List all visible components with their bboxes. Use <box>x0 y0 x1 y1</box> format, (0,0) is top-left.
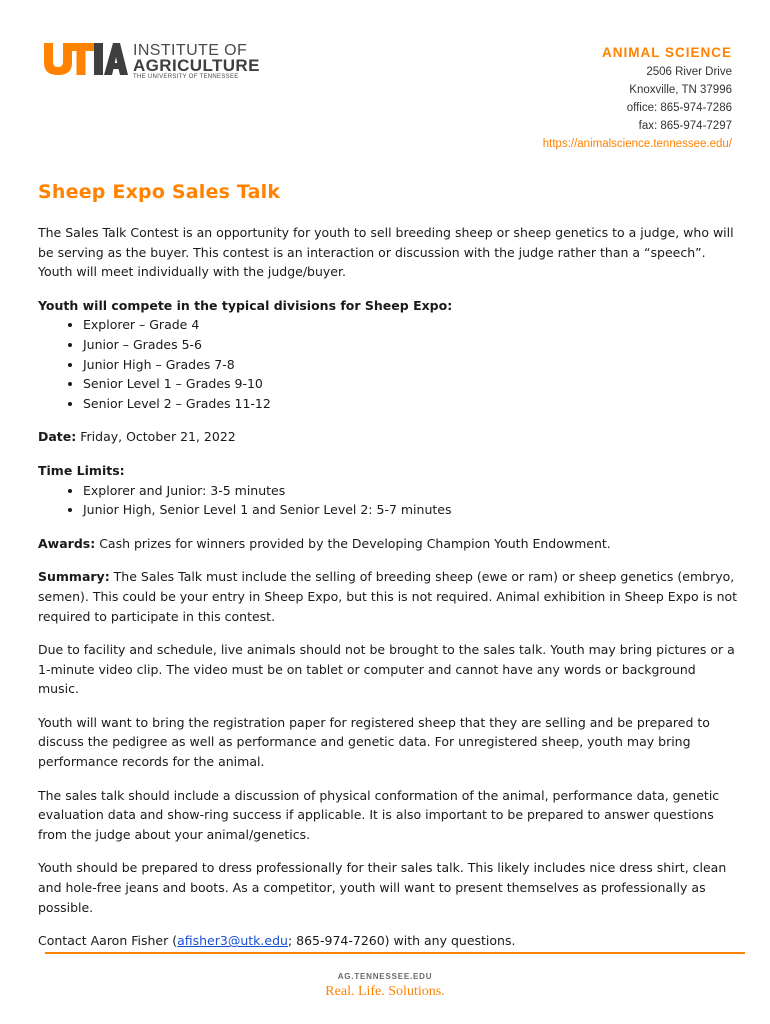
date-label: Date: <box>38 429 77 445</box>
intro-paragraph: The Sales Talk Contest is an opportunity for youth to sell breeding sheep or sheep genetics to a judge, who will be serving as the buyer. This contest is an interaction or discussion with the judge rather than a “speech”. Youth will meet individually with the judge/buyer. <box>38 225 734 280</box>
street-address: 2506 River Drive <box>646 66 732 78</box>
document-body <box>38 223 738 965</box>
logo-agriculture-text: AGRICULTURE <box>133 56 260 75</box>
list-item: • Explorer and Junior: 3-5 minutes <box>83 481 738 501</box>
list-item: • Explorer – Grade 4 <box>83 315 738 335</box>
contact-prefix: Contact Aaron Fisher ( <box>38 933 178 949</box>
footer-divider <box>45 952 745 954</box>
document-title: Sheep Expo Sales Talk <box>38 181 281 203</box>
fax-number: fax: 865-974-7297 <box>638 120 732 132</box>
time-limits-list <box>38 481 738 520</box>
awards-label: Awards: <box>38 535 96 551</box>
time-limits-heading: Time Limits: <box>38 462 125 478</box>
time-limits-section <box>38 461 738 520</box>
divisions-list <box>38 315 738 413</box>
summary-value: The Sales Talk must include the selling of breeding sheep (ewe or ram) or sheep genetics (embryo, semen). This could be your entry in Sheep Expo, but this is not required. Animal exhibition in Sheep Expo is not required to participate in this contest. <box>38 569 738 624</box>
awards-paragraph <box>38 534 738 554</box>
department-name: ANIMAL SCIENCE <box>601 45 732 60</box>
department-website-link[interactable]: https://animalscience.tennessee.edu/ <box>542 138 732 150</box>
discussion-paragraph: The sales talk should include a discussion of physical conformation of the animal, performance data, genetic evaluation data and show-ring success if applicable. It is also important to be prepared to answer questions from the judge about your animal/genetics. <box>38 787 720 842</box>
contact-email-link[interactable]: afisher3@utk.edu <box>177 933 288 949</box>
date-value: Friday, October 21, 2022 <box>76 429 236 445</box>
list-item: • Senior Level 2 – Grades 11-12 <box>83 394 738 414</box>
logo-institute-text: INSTITUTE OF <box>133 42 248 59</box>
logo-university-text: THE UNIVERSITY OF TENNESSEE <box>133 74 239 80</box>
city-address: Knoxville, TN 37996 <box>629 84 732 96</box>
summary-paragraph <box>38 567 738 626</box>
footer-tagline: Real. Life. Solutions. <box>325 984 445 999</box>
list-item: • Junior High – Grades 7-8 <box>83 355 738 375</box>
contact-suffix: ; 865-974-7260) with any questions. <box>287 933 516 949</box>
summary-label: Summary: <box>38 569 110 585</box>
awards-value: Cash prizes for winners provided by the Developing Champion Youth Endowment. <box>95 535 611 551</box>
department-address-block <box>543 44 732 153</box>
dress-paragraph: Youth should be prepared to dress professionally for their sales talk. This likely includes nice dress shirt, clean and hole-free jeans and boots. As a competitor, youth will want to present themselves as professionally as possible. <box>38 860 727 915</box>
divisions-heading: Youth will compete in the typical divisions for Sheep Expo: <box>38 297 453 313</box>
divisions-section <box>38 296 738 414</box>
contact-paragraph <box>38 931 738 951</box>
footer-website[interactable]: AG.TENNESSEE.EDU <box>337 972 433 981</box>
registration-paragraph: Youth will want to bring the registration paper for registered sheep that they are selling and be prepared to discuss the pedigree as well as performance and genetic data. For unregistered sheep, youth may bring performance records for the animal. <box>38 714 710 770</box>
list-item: • Junior – Grades 5-6 <box>83 335 738 355</box>
list-item: • Senior Level 1 – Grades 9-10 <box>83 374 738 394</box>
facility-paragraph: Due to facility and schedule, live animals should not be brought to the sales talk. Youth may bring pictures or a 1-minute video clip. The video must be on tablet or computer and cannot have any words or background music. <box>38 642 735 697</box>
date-paragraph <box>38 427 738 447</box>
office-phone: office: 865-974-7286 <box>626 102 732 114</box>
utia-logo <box>44 43 260 81</box>
utia-logo-mark <box>44 43 128 75</box>
list-item: • Junior High, Senior Level 1 and Senior Level 2: 5-7 minutes <box>83 500 738 520</box>
